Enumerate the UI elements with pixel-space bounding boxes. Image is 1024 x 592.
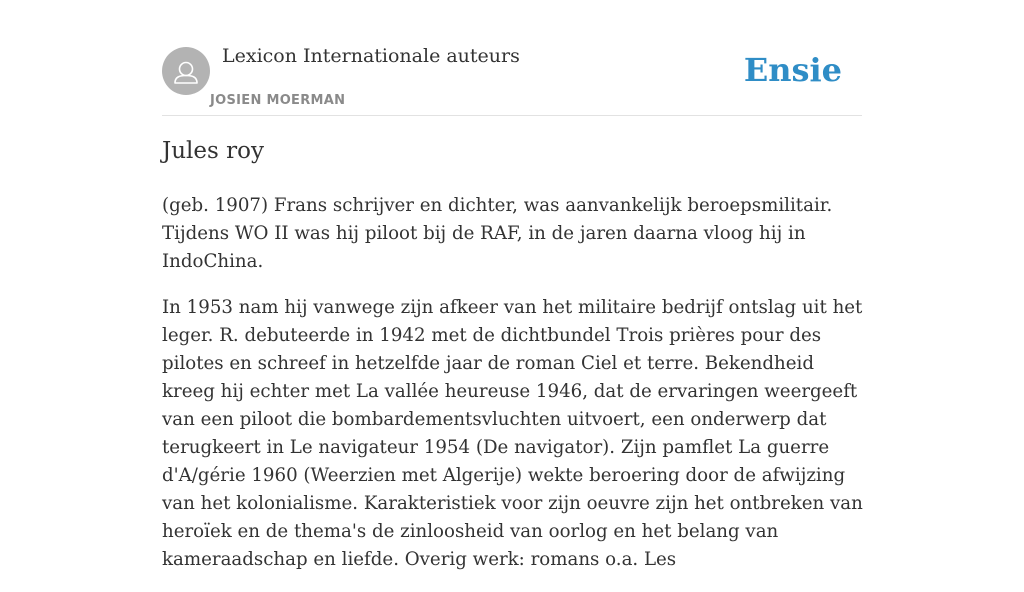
paragraph: In 1953 nam hij vanwege zijn afkeer van het militaire bedrijf ontslag uit het leger. R. debuteerde in 1942 met de dichtbundel Trois prières pour des pilotes en schreef in hetzelfde jaar de roman Ciel et terre. Bekendheid kreeg hij echter met La vallée heureuse 1946, dat de ervaringen weergeeft van een piloot die bombardementsvluchten uitvoert, een onderwerp dat terugkeert in Le navigateur 1954 (De navigator). Zijn pamflet La guerre d'A/gérie 1960 (Weerzien met Algerije) wekte beroering door de afwijzing van het kolonialisme. Karakteristiek voor zijn oeuvre zijn het ontbreken van heroïek en de thema's de zinloosheid van oorlog en het belang van kameraadschap en liefde. Overig werk: romans o.a. Les xyxy=(162,297,863,570)
author-name[interactable]: JOSIEN MOERMAN xyxy=(210,93,346,108)
source-title[interactable]: Lexicon Internationale auteurs xyxy=(222,45,520,67)
article-header xyxy=(162,0,862,116)
ensie-logo[interactable]: Ensie xyxy=(743,51,842,89)
avatar[interactable] xyxy=(162,47,210,95)
article-container xyxy=(162,0,863,570)
article-body xyxy=(162,192,866,592)
article-title: Jules roy xyxy=(162,138,264,164)
paragraph: (geb. 1907) Frans schrijver en dichter, was aanvankelijk beroepsmilitair. Tijdens WO II was hij piloot bij de RAF, in de jaren daarna vloog hij in IndoChina. xyxy=(162,195,833,272)
user-icon xyxy=(162,47,210,95)
